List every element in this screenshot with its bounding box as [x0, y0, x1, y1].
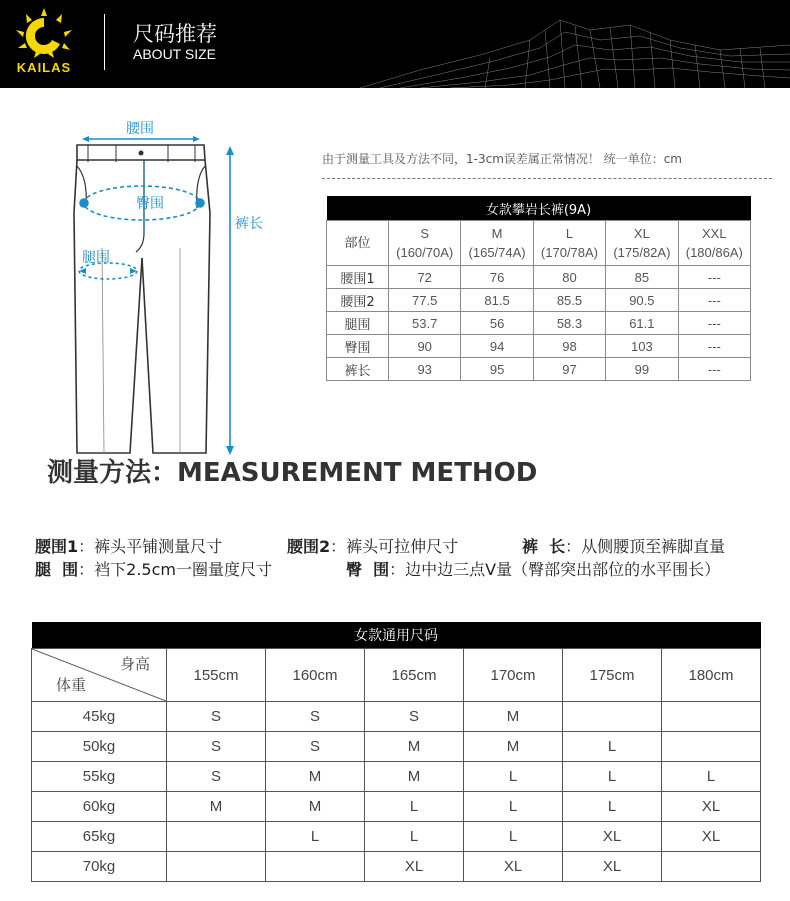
height-header: 170cm: [464, 649, 563, 702]
measurement-note: 由于测量工具及方法不同，1-3cm误差属正常情况！ 统一单位：cm: [322, 152, 682, 166]
size-cell: XL: [365, 852, 464, 882]
method-item: 裤 长：从侧腰顶至裤脚直量: [522, 537, 726, 556]
table-row: [32, 762, 761, 792]
height-header: 180cm: [662, 649, 761, 702]
weight-cell: 50kg: [32, 732, 167, 762]
value-cell: 90.5: [606, 289, 678, 312]
size-cell: [662, 732, 761, 762]
size-cell: XL: [662, 822, 761, 852]
size-cell: L: [464, 762, 563, 792]
value-cell: 72: [389, 266, 461, 289]
size-cell: [563, 702, 662, 732]
value-cell: 90: [389, 335, 461, 358]
part-cell: 腰围2: [327, 289, 389, 312]
size-cell: [266, 852, 365, 882]
value-cell: 94: [461, 335, 533, 358]
part-cell: 腿围: [327, 312, 389, 335]
height-axis-label: 身高: [119, 655, 150, 673]
value-cell: 53.7: [389, 312, 461, 335]
value-cell: 58.3: [533, 312, 605, 335]
diagonal-header-cell: [32, 649, 167, 702]
table-row: [32, 732, 761, 762]
method-item: 腰围2：裤头可拉伸尺寸: [287, 537, 459, 556]
page-subtitle: ABOUT SIZE: [133, 46, 216, 62]
table-row: [327, 335, 751, 358]
method-item: 腿 围：裆下2.5cm一圈量度尺寸: [35, 560, 272, 579]
size-cell: XL: [662, 792, 761, 822]
size-cell: S: [167, 732, 266, 762]
size-cell: S: [167, 702, 266, 732]
size-cell: M: [365, 762, 464, 792]
size-col-header: L (170/78A): [533, 221, 605, 266]
table-row: [32, 702, 761, 732]
page-header: [0, 0, 790, 88]
brand-name: KAILAS: [16, 60, 72, 75]
mountain-mesh-decoration: [360, 0, 790, 88]
size-cell: XL: [563, 822, 662, 852]
value-cell: 97: [533, 358, 605, 381]
value-cell: 85.5: [533, 289, 605, 312]
size-col-header: XXL (180/86A): [678, 221, 750, 266]
method-item: 臀 围：边中边三点V量（臀部突出部位的水平围长）: [346, 560, 721, 579]
method-item: 腰围1：裤头平铺测量尺寸: [35, 537, 223, 556]
size-cell: S: [365, 702, 464, 732]
pants-diagram: [40, 108, 280, 458]
size-table-caption: 女款攀岩长裤(9A): [327, 196, 751, 221]
size-col-header: S (160/70A): [389, 221, 461, 266]
value-cell: ---: [678, 289, 750, 312]
value-cell: ---: [678, 312, 750, 335]
page-title: 尺码推荐: [133, 22, 217, 46]
hip-label: 臀围: [136, 196, 164, 212]
size-col-header: XL (175/82A): [606, 221, 678, 266]
size-cell: S: [167, 762, 266, 792]
size-cell: L: [365, 792, 464, 822]
size-cell: [167, 822, 266, 852]
size-cell: S: [266, 732, 365, 762]
value-cell: ---: [678, 358, 750, 381]
size-cell: L: [662, 762, 761, 792]
value-cell: 85: [606, 266, 678, 289]
table-row: [32, 792, 761, 822]
size-col-header: M (165/74A): [461, 221, 533, 266]
value-cell: 93: [389, 358, 461, 381]
size-cell: M: [266, 762, 365, 792]
size-header-row: [327, 221, 751, 266]
table-row: [32, 822, 761, 852]
size-cell: L: [266, 822, 365, 852]
size-cell: M: [266, 792, 365, 822]
size-cell: M: [167, 792, 266, 822]
table-row: [327, 358, 751, 381]
size-cell: XL: [464, 852, 563, 882]
table-row: [327, 266, 751, 289]
value-cell: 103: [606, 335, 678, 358]
value-cell: ---: [678, 335, 750, 358]
value-cell: 98: [533, 335, 605, 358]
table-row: [327, 312, 751, 335]
size-cell: L: [563, 792, 662, 822]
waist-label: 腰围: [126, 121, 154, 137]
length-label: 裤长: [235, 216, 263, 232]
value-cell: 99: [606, 358, 678, 381]
size-cell: S: [266, 702, 365, 732]
size-cell: M: [464, 732, 563, 762]
value-cell: ---: [678, 266, 750, 289]
height-header-row: [32, 649, 761, 702]
size-cell: [662, 702, 761, 732]
general-size-table: [31, 622, 761, 882]
dotted-divider: [322, 178, 772, 179]
pants-size-table: [326, 196, 751, 381]
header-divider: [104, 14, 105, 70]
size-cell: XL: [563, 852, 662, 882]
value-cell: 81.5: [461, 289, 533, 312]
weight-axis-label: 体重: [56, 676, 87, 694]
table-row: [32, 852, 761, 882]
size-cell: [167, 852, 266, 882]
weight-cell: 60kg: [32, 792, 167, 822]
weight-cell: 70kg: [32, 852, 167, 882]
value-cell: 61.1: [606, 312, 678, 335]
part-cell: 腰围1: [327, 266, 389, 289]
height-header: 165cm: [365, 649, 464, 702]
part-header: 部位: [327, 221, 389, 266]
size-cell: L: [563, 732, 662, 762]
value-cell: 56: [461, 312, 533, 335]
size-cell: [662, 852, 761, 882]
weight-cell: 45kg: [32, 702, 167, 732]
size-cell: L: [365, 822, 464, 852]
size-cell: M: [365, 732, 464, 762]
kailas-logo-icon: [12, 8, 76, 64]
size-cell: L: [563, 762, 662, 792]
thigh-label: 腿围: [82, 250, 110, 266]
weight-cell: 65kg: [32, 822, 167, 852]
height-header: 160cm: [266, 649, 365, 702]
height-header: 155cm: [167, 649, 266, 702]
method-title: 测量方法：MEASUREMENT METHOD: [47, 458, 538, 488]
height-header: 175cm: [563, 649, 662, 702]
value-cell: 77.5: [389, 289, 461, 312]
value-cell: 80: [533, 266, 605, 289]
general-table-caption: 女款通用尺码: [32, 622, 761, 649]
table-row: [327, 289, 751, 312]
size-cell: L: [464, 822, 563, 852]
part-cell: 臀围: [327, 335, 389, 358]
value-cell: 76: [461, 266, 533, 289]
value-cell: 95: [461, 358, 533, 381]
size-cell: L: [464, 792, 563, 822]
size-cell: M: [464, 702, 563, 732]
weight-cell: 55kg: [32, 762, 167, 792]
part-cell: 裤长: [327, 358, 389, 381]
